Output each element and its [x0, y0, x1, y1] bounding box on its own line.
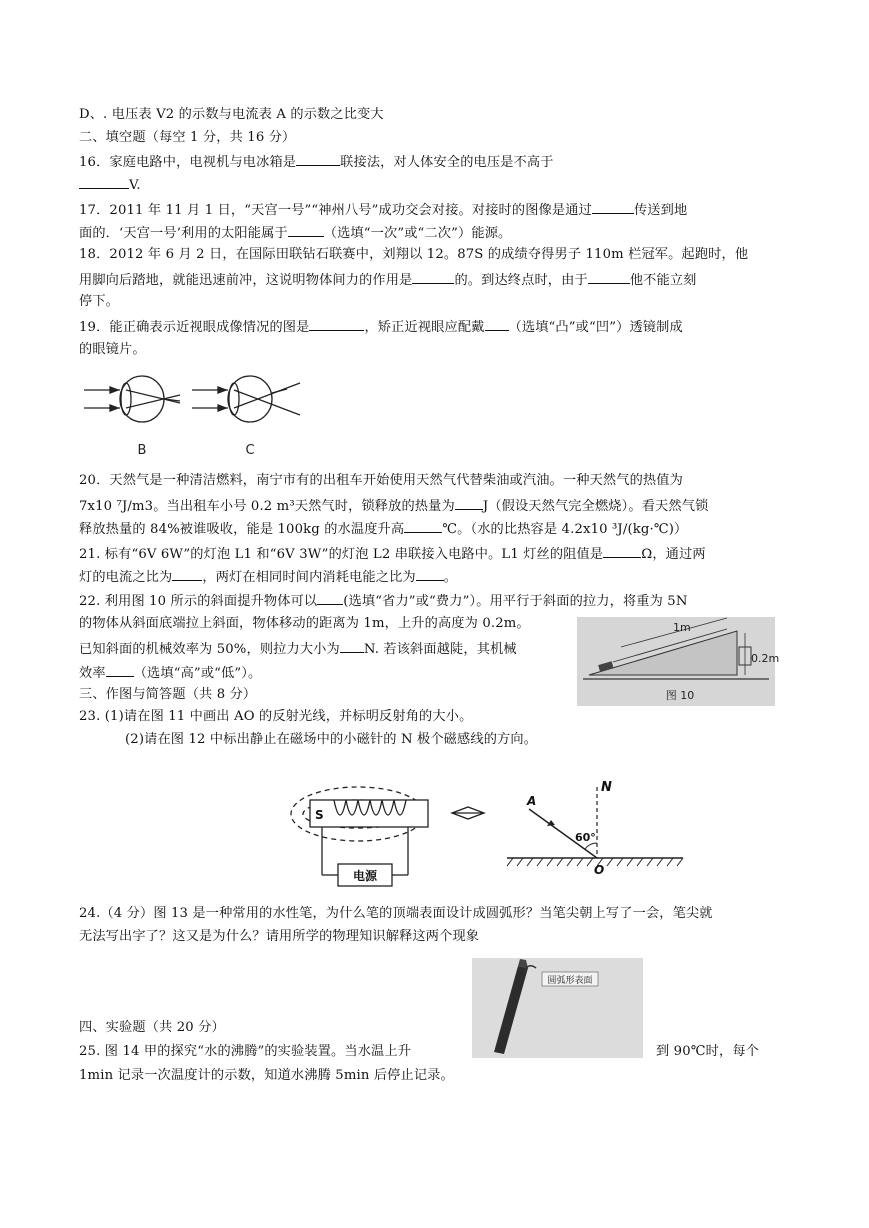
question-23-part2: (2)请在图 12 中标出静止在磁场中的小磁针的 N 极个磁感线的方向。: [125, 732, 538, 747]
eye-diagrams-figure: [82, 375, 312, 460]
section-4-heading: 四、实验题（共 20 分）: [79, 1020, 225, 1035]
question-22-cont2: 已知斜面的机械效率为 50%，则拉力大小为 N. 若该斜面越陡，其机械: [79, 638, 517, 660]
option-d: D、. 电压表 V2 的示数与电流表 A 的示数之比变大: [79, 107, 384, 122]
eye-c-label: C: [245, 443, 255, 458]
question-22-cont3: 效率 （选填“高”或“低”）。: [79, 662, 261, 684]
answer-blank[interactable]: [485, 316, 509, 331]
question-20-cont: 7x10 ⁷J/m3。当出租车小号 0.2 m³天然气时，锁释放的热量为 J（假设天然气完全燃烧）。看天然气锁: [79, 495, 708, 517]
angle-60-label: 60°: [575, 831, 596, 844]
question-24-cont: 无法写出字了？这又是为什么？请用所学的物理知识解释这两个现象: [79, 929, 480, 944]
question-18-end: 停下。: [79, 294, 120, 309]
answer-blank[interactable]: [340, 638, 364, 653]
question-20-cont2: 释放热量的 84%被谁吸收，能是 100kg 的水温度升高 ℃。（水的比热容是 4.2x10 ³J/(kg·℃)）: [79, 518, 687, 540]
question-16: 16．家庭电路中，电视机与电冰箱是 联接法，对人体安全的电压是不高于: [79, 151, 554, 173]
answer-blank[interactable]: [79, 174, 129, 189]
incline-figure-10: [577, 617, 780, 706]
section-2-heading: 二、填空题（每空 1 分，共 16 分）: [79, 130, 296, 145]
answer-blank[interactable]: [309, 316, 364, 331]
answer-blank[interactable]: [455, 495, 483, 510]
question-22-cont: 的物体从斜面底端拉上斜面，物体移动的距离为 1m，上升的高度为 0.2m。: [79, 616, 530, 631]
question-25: 25. 图 14 甲的探究“水的沸腾”的实验装置。当水温上升: [79, 1044, 412, 1059]
answer-blank[interactable]: [603, 543, 641, 558]
point-o-label: O: [594, 863, 605, 877]
question-19-cont: 的眼镜片。: [79, 342, 146, 357]
answer-blank[interactable]: [172, 566, 202, 581]
answer-blank[interactable]: [592, 199, 634, 214]
answer-blank[interactable]: [588, 269, 630, 284]
incline-length-label: 1m: [673, 621, 691, 634]
solenoid-s-pole-label: S: [315, 808, 324, 822]
answer-blank[interactable]: [288, 222, 324, 237]
pen-figure-13: [472, 958, 643, 1058]
section-3-heading: 三、作图与简答题（共 8 分）: [79, 687, 257, 702]
question-20: 20．天然气是一种清洁燃料，南宁市有的出租车开始使用天然气代替柴油或汽油。一种天然气的热值为: [79, 473, 683, 488]
normal-n-label: N: [601, 780, 612, 795]
figure-10-caption: 图 10: [665, 689, 695, 702]
answer-blank[interactable]: [317, 590, 343, 605]
answer-blank[interactable]: [404, 518, 442, 533]
question-25-right: 到 90℃时，每个: [656, 1044, 760, 1059]
question-22: 22. 利用图 10 所示的斜面提升物体可以 (选填“省力”或“费力”）。用平行于斜面的拉力，将重为 5N: [79, 590, 688, 612]
answer-blank[interactable]: [412, 269, 454, 284]
eye-b-label: B: [137, 443, 147, 458]
reflection-figure-11: [505, 775, 685, 875]
answer-blank[interactable]: [416, 566, 444, 581]
question-17-cont: 面的．‘天宫一号’利用的太阳能属于 （选填“一次”或“二次”）能源。: [79, 222, 511, 244]
question-25-cont: 1min 记录一次温度计的示数，知道水沸腾 5min 后停止记录。: [79, 1068, 454, 1083]
question-17: 17．2011 年 11 月 1 日，“天宫一号”“神州八号”成功交会对接。对接时的图像是通过 传送到地: [79, 199, 687, 221]
question-21-cont: 灯的电流之比为 ，两灯在相同时间内消耗电能之比为 。: [79, 566, 457, 588]
answer-blank[interactable]: [296, 151, 340, 166]
power-source-label: 电源: [352, 869, 378, 883]
solenoid-figure-12: [288, 770, 488, 895]
question-19: 19．能正确表示近视眼成像情况的图是 ，矫正近视眼应配戴 （选填“凸”或“凹”）透镜制成: [79, 316, 683, 338]
ray-a-label: A: [527, 794, 537, 808]
question-16-cont: V.: [79, 174, 141, 196]
answer-blank[interactable]: [106, 662, 134, 677]
question-23-part1: 23. (1)请在图 11 中画出 AO 的反射光线，并标明反射角的大小。: [79, 709, 473, 724]
pen-caption-label: 圆弧形表面: [547, 976, 593, 986]
question-18-cont: 用脚向后踏地，就能迅速前冲，这说明物体间力的作用是 的。到达终点时，由于 他不能立刻: [79, 269, 697, 291]
question-21: 21. 标有“6V 6W”的灯泡 L1 和“6V 3W”的灯泡 L2 串联接入电路中。L1 灯丝的阻值是 Ω，通过两: [79, 543, 706, 565]
question-24: 24.（4 分）图 13 是一种常用的水性笔，为什么笔的顶端表面设计成圆弧形？当笔尖朝上写了一会，笔尖就: [79, 906, 713, 921]
incline-height-label: 0.2m: [751, 652, 780, 665]
question-18: 18．2012 年 6 月 2 日，在国际田联钻石联赛中，刘翔以 12。87S 的成绩夺得男子 110m 栏冠军。起跑时，他: [79, 247, 749, 262]
